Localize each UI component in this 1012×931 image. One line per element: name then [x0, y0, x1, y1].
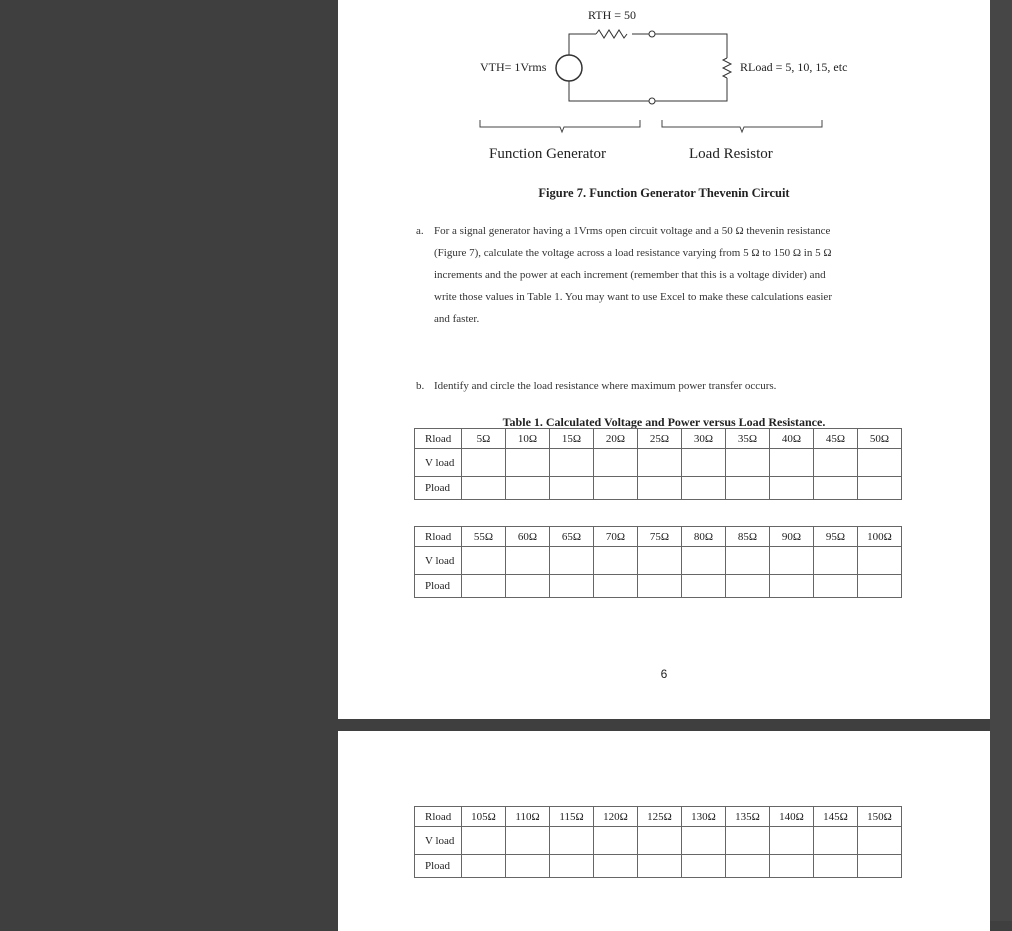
row-label-rload: Rload	[415, 527, 462, 547]
rload-label: RLoad = 5, 10, 15, etc	[740, 60, 848, 74]
rload-cell: 100Ω	[858, 527, 902, 547]
row-label-pload: Pload	[415, 477, 462, 500]
function-generator-label: Function Generator	[489, 146, 607, 162]
row-label-rload: Rload	[415, 807, 462, 827]
instruction-a-line: (Figure 7), calculate the voltage across a load resistance varying from 5 Ω to 150 Ω in 5 Ω	[434, 247, 832, 259]
rload-cell: 5Ω	[462, 429, 506, 449]
row-label-vload: V load	[415, 547, 462, 575]
document-page-7	[338, 731, 990, 931]
rload-cell: 150Ω	[858, 807, 902, 827]
instruction-a-line: For a signal generator having a 1Vrms open circuit voltage and a 50 Ω thevenin resistance	[434, 225, 831, 237]
figure-caption: Figure 7. Function Generator Thevenin Circuit	[538, 186, 790, 200]
row-label-vload: V load	[415, 449, 462, 477]
rload-cell: 80Ω	[682, 527, 726, 547]
rload-cell: 45Ω	[814, 429, 858, 449]
rload-cell: 15Ω	[550, 429, 594, 449]
table-1-title: Table 1. Calculated Voltage and Power versus Load Resistance.	[502, 415, 826, 429]
results-table-2	[414, 526, 902, 598]
voltage-source-symbol	[556, 55, 582, 81]
instruction-a-marker: a.	[416, 225, 424, 237]
instruction-b-marker: b.	[416, 380, 425, 392]
row-label-pload: Pload	[415, 575, 462, 598]
instruction-a-line: write those values in Table 1. You may want to use Excel to make these calculations easier	[434, 291, 832, 303]
results-table-1	[414, 428, 902, 500]
rload-cell: 120Ω	[594, 807, 638, 827]
rload-cell: 65Ω	[550, 527, 594, 547]
rload-cell: 90Ω	[770, 527, 814, 547]
rload-cell: 20Ω	[594, 429, 638, 449]
instruction-b-text: Identify and circle the load resistance where maximum power transfer occurs.	[434, 380, 777, 392]
instruction-a-line: increments and the power at each increment (remember that this is a voltage divider) and	[434, 269, 826, 281]
rload-cell: 10Ω	[506, 429, 550, 449]
thevenin-circuit-diagram	[338, 0, 990, 150]
results-table-3	[414, 806, 902, 878]
rload-resistor-symbol	[723, 58, 731, 78]
brace-function-generator	[480, 120, 640, 132]
rload-cell: 105Ω	[462, 807, 506, 827]
vth-label: VTH= 1Vrms	[480, 60, 547, 74]
rload-cell: 50Ω	[858, 429, 902, 449]
rload-cell: 115Ω	[550, 807, 594, 827]
rload-cell: 70Ω	[594, 527, 638, 547]
load-resistor-label: Load Resistor	[689, 146, 773, 162]
rload-cell: 75Ω	[638, 527, 682, 547]
row-label-vload: V load	[415, 827, 462, 855]
output-terminal-top	[649, 31, 655, 37]
row-label-pload: Pload	[415, 855, 462, 878]
rload-cell: 140Ω	[770, 807, 814, 827]
rload-cell: 125Ω	[638, 807, 682, 827]
instruction-a-line: and faster.	[434, 313, 480, 325]
rload-cell: 30Ω	[682, 429, 726, 449]
page-number: 6	[660, 667, 668, 681]
document-page-6	[338, 0, 990, 719]
row-label-rload: Rload	[415, 429, 462, 449]
rload-cell: 95Ω	[814, 527, 858, 547]
rload-cell: 85Ω	[726, 527, 770, 547]
instruction-a	[416, 220, 934, 330]
rload-cell: 60Ω	[506, 527, 550, 547]
rload-cell: 130Ω	[682, 807, 726, 827]
rth-label: RTH = 50	[588, 8, 637, 22]
rload-cell: 55Ω	[462, 527, 506, 547]
viewer-scrollbar-track[interactable]	[990, 0, 1012, 921]
rload-cell: 145Ω	[814, 807, 858, 827]
rth-resistor-symbol	[596, 30, 627, 38]
brace-load-resistor	[662, 120, 822, 132]
instruction-b	[416, 375, 934, 397]
rload-cell: 40Ω	[770, 429, 814, 449]
rload-cell: 135Ω	[726, 807, 770, 827]
rload-cell: 110Ω	[506, 807, 550, 827]
output-terminal-bottom	[649, 98, 655, 104]
rload-cell: 35Ω	[726, 429, 770, 449]
rload-cell: 25Ω	[638, 429, 682, 449]
